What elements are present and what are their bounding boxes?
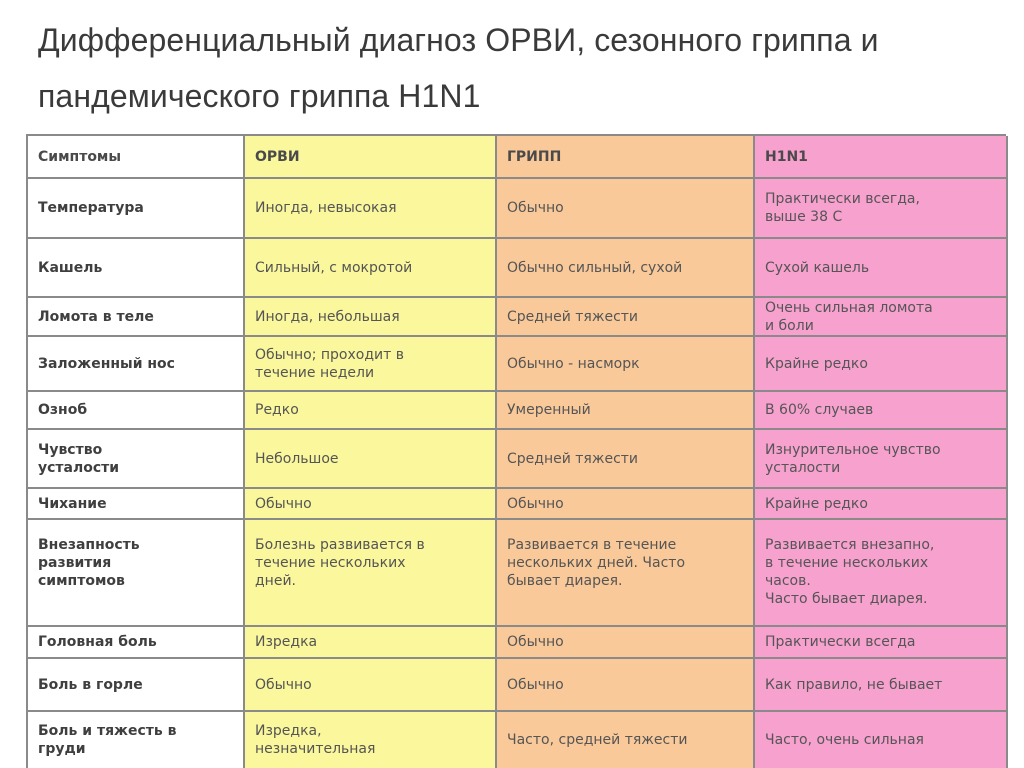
row-symptom: Ломота в теле [28,298,245,337]
header-symptoms: Симптомы [28,136,245,179]
header-gripp: ГРИПП [497,136,755,179]
row-orvi-value: Изредка [245,627,497,659]
row-gripp-value: Средней тяжести [497,430,755,489]
row-symptom: Чихание [28,489,245,520]
row-h1n1-value: Часто, очень сильная [755,712,1008,768]
row-orvi-value: Обычно [245,659,497,712]
row-h1n1-value: Сухой кашель [755,239,1008,298]
row-gripp-value: Обычно [497,627,755,659]
header-orvi: ОРВИ [245,136,497,179]
row-gripp-value: Часто, средней тяжести [497,712,755,768]
row-orvi-value: Обычно; проходит в течение недели [245,337,497,392]
row-orvi-value: Иногда, небольшая [245,298,497,337]
row-h1n1-value: Развивается внезапно, в течение нескольких часов. Часто бывает диарея. [755,520,1008,627]
row-gripp-value: Обычно - насморк [497,337,755,392]
header-h1n1: H1N1 [755,136,1008,179]
row-symptom: Температура [28,179,245,239]
row-symptom: Озноб [28,392,245,430]
row-gripp-value: Обычно [497,179,755,239]
row-symptom: Боль и тяжесть в груди [28,712,245,768]
row-symptom: Кашель [28,239,245,298]
row-orvi-value: Редко [245,392,497,430]
row-orvi-value: Изредка, незначительная [245,712,497,768]
row-h1n1-value: Как правило, не бывает [755,659,1008,712]
row-h1n1-value: Практически всегда, выше 38 С [755,179,1008,239]
row-gripp-value: Обычно [497,489,755,520]
row-gripp-value: Обычно [497,659,755,712]
row-gripp-value: Умеренный [497,392,755,430]
row-h1n1-value: Крайне редко [755,337,1008,392]
row-gripp-value: Развивается в течение нескольких дней. Часто бывает диарея. [497,520,755,627]
row-symptom: Боль в горле [28,659,245,712]
row-orvi-value: Иногда, невысокая [245,179,497,239]
row-orvi-value: Небольшое [245,430,497,489]
row-symptom: Заложенный нос [28,337,245,392]
row-orvi-value: Обычно [245,489,497,520]
comparison-table [26,134,1006,768]
row-h1n1-value: Крайне редко [755,489,1008,520]
row-symptom: Чувство усталости [28,430,245,489]
page-title: Дифференциальный диагноз ОРВИ, сезонного гриппа и пандемического гриппа H1N1 [38,22,879,114]
row-h1n1-value: В 60% случаев [755,392,1008,430]
row-h1n1-value: Очень сильная ломота и боли [755,298,1008,337]
row-symptom: Внезапность развития симптомов [28,520,245,627]
row-symptom: Головная боль [28,627,245,659]
row-orvi-value: Сильный, с мокротой [245,239,497,298]
row-h1n1-value: Изнурительное чувство усталости [755,430,1008,489]
row-h1n1-value: Практически всегда [755,627,1008,659]
row-gripp-value: Средней тяжести [497,298,755,337]
row-gripp-value: Обычно сильный, сухой [497,239,755,298]
row-orvi-value: Болезнь развивается в течение нескольких дней. [245,520,497,627]
